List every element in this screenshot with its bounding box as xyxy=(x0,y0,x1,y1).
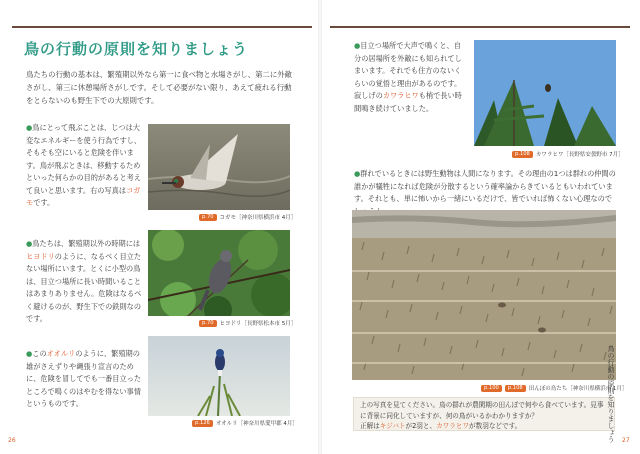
top-rule xyxy=(12,26,312,28)
top-rule xyxy=(330,26,630,28)
photo-kogamo xyxy=(148,124,290,210)
para-text: のように、なるべく目立たない場所にいます。とくに小型の鳥は、目立つ場所に長い時間いることはあまりありません。危険はなるべく避けるのが、野生下での鉄則なのです。 xyxy=(26,251,142,323)
para-text: のように、繁殖期の雄がさえずりや縄張り宣言のために、危険を冒してでも一番目立ったところで鳴くのはやむを得ない事情というものです。 xyxy=(26,349,142,408)
para-text: も梢で長い時間鳴き続けていました。 xyxy=(354,91,462,113)
paragraph-hiyodori xyxy=(26,238,142,326)
para-text: 目立つ場所で大声で鳴くと、自分の居場所を外敵にも知られてしまいます。それでも住方のないくらいの覚悟と理由があるのです。 寂しげの xyxy=(354,41,462,100)
note-question: 上の写真を見てください。鳥の群れが農閑期の田んぼで何やら食べています。見事に背景に同化していますが、何の鳥がいるかわかりますか？ xyxy=(360,401,604,420)
page-ref-badge: p.70 xyxy=(199,320,217,327)
highlight-kawarahiwa: カワラヒワ xyxy=(382,91,419,100)
page-ref-badge: p.100 xyxy=(481,385,502,392)
note-answer xyxy=(360,421,608,432)
note-text: が2羽と、 xyxy=(405,422,437,430)
caption-text: コガモ［神奈川県横浜市 4月］ xyxy=(219,215,297,221)
photo-kawarahiwa xyxy=(474,40,616,146)
caption-hiyodori xyxy=(199,319,296,327)
para-text: この xyxy=(32,349,47,358)
photo-ooruri xyxy=(148,336,290,416)
bullet-icon: ● xyxy=(354,41,361,50)
quiz-note-box xyxy=(353,397,615,431)
page-ref-badge: p.70 xyxy=(199,214,217,221)
caption-text: オオルリ［神奈川県愛甲郡 4月］ xyxy=(215,421,298,427)
page-ref-badge: p.126 xyxy=(192,420,213,427)
page-number-left: 26 xyxy=(8,437,16,444)
caption-kawarahiwa xyxy=(512,150,624,158)
caption-text: ヒヨドリ［長野県松本市 5月］ xyxy=(219,321,297,327)
page-ref-badge: p.108 xyxy=(512,151,533,158)
highlight-hiyodori: ヒヨドリ xyxy=(26,251,55,261)
highlight-kawarahiwa-answer: カワラヒワ xyxy=(436,422,470,430)
page-ref-badge: p.108 xyxy=(505,385,526,392)
note-text: が数羽などです。 xyxy=(469,422,522,430)
para-text: 鳥にとって飛ぶことは、じつは大変なエネルギーを使う行為ですし、そもそも空にいると危険を伴います。鳥が飛ぶときは、移動するためといった何らかの目的があると考えて良いと思います。右の写真は xyxy=(26,123,142,195)
left-page xyxy=(0,0,318,454)
para-text: です。 xyxy=(33,198,55,207)
paragraph-kawarahiwa xyxy=(354,40,466,115)
page-heading: 鳥の行動の原則を知りましょう xyxy=(24,40,249,58)
photo-paddy-field xyxy=(352,210,616,380)
highlight-kijibato: キジバト xyxy=(379,422,406,430)
highlight-ooruri: オオルリ xyxy=(46,349,76,358)
paragraph-flight xyxy=(26,122,142,210)
note-text: 正解は xyxy=(360,422,380,430)
caption-kogamo xyxy=(199,213,296,221)
caption-ooruri xyxy=(192,419,298,427)
bullet-icon: ● xyxy=(26,123,33,132)
highlight-kogamo: コガモ xyxy=(26,185,141,207)
side-running-title: 鳥の行動の原則を知りましょう xyxy=(607,345,615,443)
para-text: 群れでいるときには野生動物は人間になります。その理由の1つは群れの仲間の誰かが犠牲になれば危険が分散するという確率論からきているともいわれています。それとも、単に怖いから一緒にいるだけで、皆でいれば怖くない心理なので xyxy=(354,169,616,203)
bullet-icon: ● xyxy=(26,349,33,358)
caption-text: カワラヒワ［長野県安曇野市 7月］ xyxy=(535,152,624,158)
bullet-icon: ● xyxy=(26,239,33,248)
paragraph-ooruri xyxy=(26,348,142,411)
caption-text: 田んぼの鳥たち［神奈川県横浜市 1月］ xyxy=(528,386,628,392)
intro-paragraph: 鳥たちの行動の基本は、繁殖期以外なら第一に食べ物と水場さがし、第二に外敵さがし、第三に休憩場所さがしです。そして必要がない限り、あえて疲れる行動をとらないのも野生下での大原則です。 xyxy=(26,70,293,105)
page-number-right: 27 xyxy=(622,437,630,444)
para-text: 鳥たちは、繁殖期以外の時期には xyxy=(32,239,141,248)
photo-hiyodori xyxy=(148,230,290,316)
bullet-icon: ● xyxy=(354,169,361,178)
